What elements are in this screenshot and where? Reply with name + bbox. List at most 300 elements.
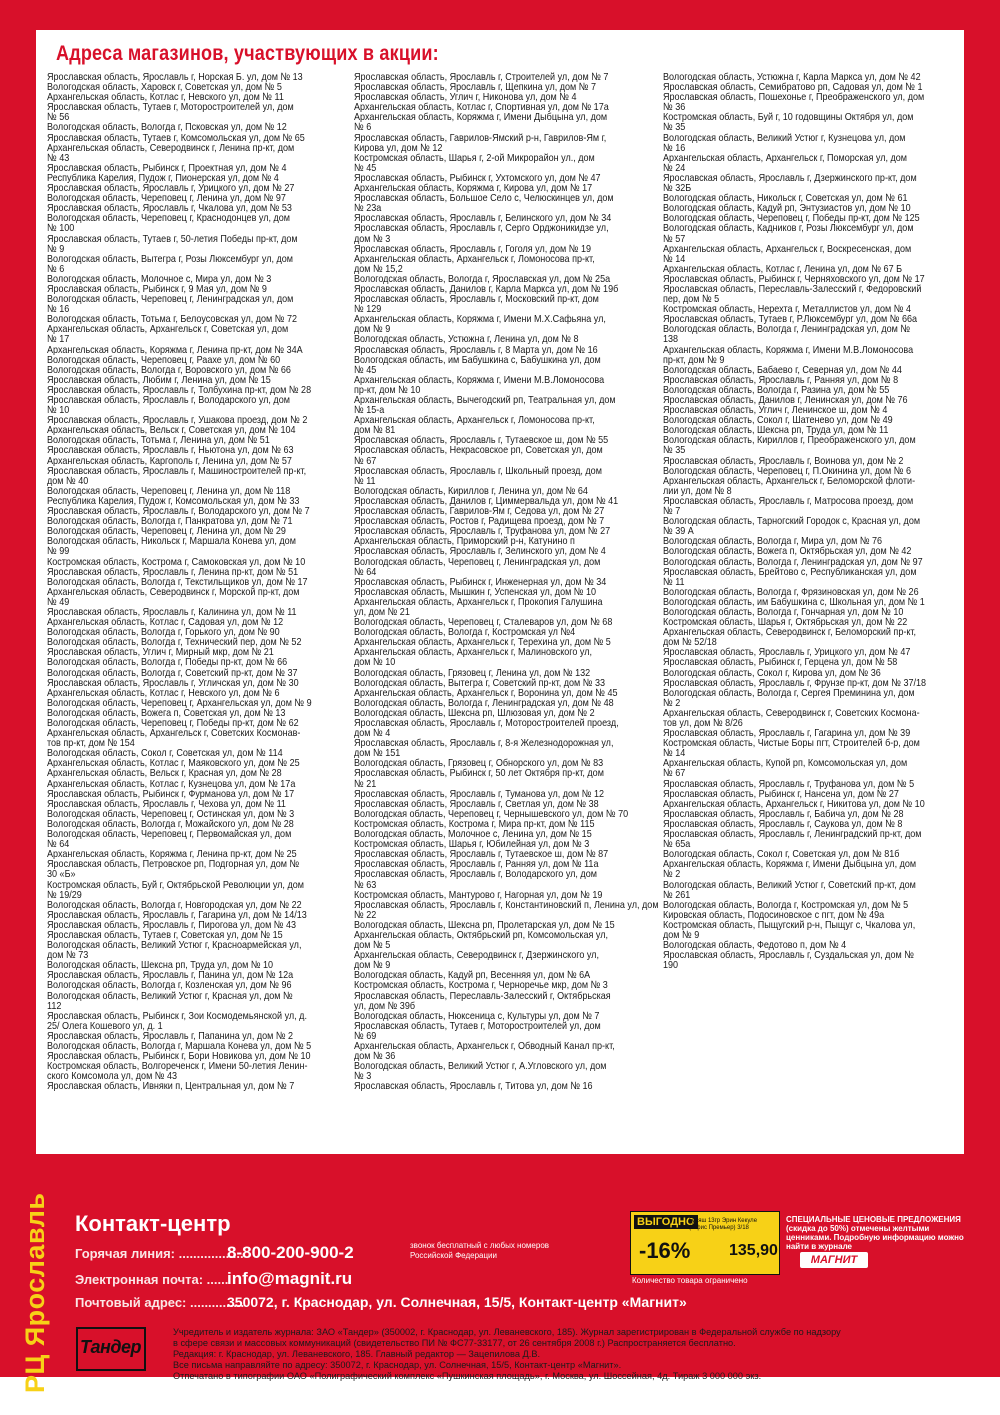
imprint [173, 1327, 983, 1382]
address-line: Вологодская область, Бабаево г, Северная ул, дом № 44 [663, 363, 902, 376]
address-line: № 36 [663, 101, 686, 114]
address-line: № 129 [354, 303, 382, 316]
address-line: Вологодская область, Молочное с, Ленина ул, дом № 15 [354, 828, 592, 841]
address-line: Ярославская область, Рыбинск г, Проектная ул, дом № 4 [47, 161, 287, 174]
address-line: Ярославская область, Ярославль г, Урицкого ул, дом № 27 [47, 182, 295, 195]
address-line: дом № 9 [354, 323, 391, 336]
address-line: № 35 [663, 121, 686, 134]
address-line: Ярославская область, Ивняки п, Центральная ул, дом № 7 [47, 1080, 295, 1093]
address-line: Архангельская область, Северодвинск г, Беломорский пр-кт, [663, 626, 917, 639]
address-line: Вологодская область, Нюксеница с, Культуры ул, дом № 7 [354, 1009, 600, 1022]
address-line: Архангельская область, Вельск г, Советская ул, дом № 104 [47, 424, 296, 437]
address-line: № 11 [663, 575, 685, 588]
address-line: Ярославская область, Данилов г, Ленинская ул, дом № 76 [663, 394, 908, 406]
address-line: Ярославская область, Ярославль г, Ленина пр-кт, дом № 51 [47, 565, 299, 578]
address-line: Вологодская область, Вологда г, Сергея Преминина ул, дом [663, 686, 915, 699]
address-line: дом № 9 [354, 959, 391, 972]
address-line: Вологодская область, Кадуй рп, Весенняя ул, дом № 6А [354, 969, 591, 982]
address-line: № 99 [47, 545, 70, 558]
address-line: Вологодская область, Сокол г, Советская ул, дом № 114 [47, 747, 283, 760]
address-line: Ярославская область, Данилов г, Карла Маркса ул, дом № 19б [354, 282, 619, 295]
hotline-number[interactable]: 8-800-200-900-2 [227, 1243, 354, 1262]
address-line: Ярославская область, Тутаев г, Моторостроителей ул, дом [354, 1019, 601, 1032]
address-line: Ярославская область, Ярославль г, Строителей ул, дом № 7 [354, 71, 609, 83]
address-line: № 39 А [663, 525, 694, 538]
address-line: Вологодская область, Череповец г, Остинская ул, дом № 3 [47, 807, 295, 820]
address-line: Архангельская область, Коряжма г, Ленина пр-кт, дом № 25 [47, 848, 297, 861]
address-line: Архангельская область, Вычегодский рп, Театральная ул, дом [354, 394, 616, 406]
email-label: Электронная почта: ...... [75, 1272, 229, 1287]
address-line: Ярославская область, Гаврилов-Ямский р-н, Гаврилов-Ям г, [354, 131, 607, 144]
address-line: № 22 [354, 908, 377, 921]
address-line: Архангельская область, Архангельск г, Обводный Канал пр-кт, [354, 1040, 615, 1052]
imprint-line: в сфере связи и массовых коммуникаций (свидетельство ПИ № ФС77-33177, от 26 сентября 2008 г.) Распространяется бесплатно. [173, 1338, 736, 1349]
address-line: Вологодская область, Устюжна г, Карла Маркса ул, дом № 42 [663, 71, 921, 83]
address-line: Архангельская область, Котлас г, Невского ул, дом № 11 [47, 91, 284, 104]
address-line: Ярославская область, Ярославль г, 8-я Железнодорожная ул, [354, 737, 614, 750]
address-line: дом № 40 [47, 474, 89, 487]
promo-tag: ВЫГОДНО [634, 1215, 698, 1229]
address-line: Вологодская область, Вологда г, Козленская ул, дом № 96 [47, 979, 292, 992]
address-line: Вологодская область, Вологда г, Ленинградская ул, дом № 48 [354, 696, 614, 709]
address-line: Ярославская область, Ярославль г, Угличская ул, дом № 30 [47, 676, 299, 689]
address-line: Ярославская область, Ростов г, Радищева проезд, дом № 7 [354, 515, 605, 528]
address-line: Архангельская область, Архангельск г, Ломоносова пр-кт, [354, 252, 595, 265]
address-line: Архангельская область, Архангельск г, Советских Космонав- [47, 727, 301, 740]
promo-discount: -16% [639, 1238, 691, 1263]
address-line: Архангельская область, Коряжма г, Кирова ул, дом № 17 [354, 182, 593, 195]
address-line: № 7 [663, 505, 681, 518]
address-line: Архангельская область, Купой рп, Комсомольская ул, дом [663, 757, 908, 770]
address-line: Вологодская область, Кириллов г, Преображенского ул, дом [663, 434, 916, 447]
address-line: дом № 52/18 [663, 636, 717, 649]
address-line: Вологодская область, им Бабушкина с, Бабушкина ул, дом [354, 353, 601, 366]
address-line: № 23а [354, 202, 382, 215]
address-line: № 57 [663, 232, 686, 245]
address-line: Ярославская область, Ярославль г, Тутаевское ш, дом № 55 [354, 434, 609, 447]
address-line: Вологодская область, Харовск г, Советская ул, дом № 5 [47, 81, 282, 94]
address-line: 30 «Б» [47, 868, 76, 881]
address-line: Вологодская область, Вожега п, Октябрьская ул, дом № 42 [663, 545, 912, 558]
hotline-note: звонок бесплатный с любых номеров Российской Федерации [410, 1241, 550, 1260]
address-line: Архангельская область, Архангельск г, Прокопия Галушина [354, 595, 603, 608]
address-line: Архангельская область, Архангельск г, Поморская ул, дом [663, 151, 907, 164]
address-line: Ярославская область, Петровское рп, Подгорная ул, дом № [47, 858, 300, 871]
address-line: Вологодская область, Сокол г, Советская ул, дом № 81б [663, 848, 900, 861]
address-line: Архангельская область, Коряжма г, Ленина пр-кт, дом № 34А [47, 343, 303, 356]
address-line: № 21 [354, 777, 377, 790]
address-line: Вологодская область, Никольск г, Советская ул, дом № 61 [663, 192, 908, 205]
address-line: Костромская область, Пыщугский р-н, Пыщуг с, Чкалова ул, [663, 918, 916, 931]
address-line: Ярославская область, Любим г, Ленина ул, дом № 15 [47, 373, 271, 386]
page-title: Адреса магазинов, участвующих в акции: [56, 42, 439, 65]
footer [0, 1175, 1000, 1415]
address-line: Вологодская область, Вологда г, Текстильщиков ул, дом № 17 [47, 575, 308, 588]
address-line: Архангельская область, Каргополь г, Ленина ул, дом № 57 [47, 454, 292, 467]
address-line: Ярославская область, Ярославль г, Тутаевское ш, дом № 87 [354, 848, 609, 861]
address-line: Архангельская область, Коряжма г, Имени М.Х.Сафьяна ул, [354, 313, 606, 326]
address-line: Ярославская область, Ярославль г, Гагарина ул, дом № 14/13 [47, 908, 307, 921]
address-line: Вологодская область, Вологда г, Можайского ул, дом № 28 [47, 817, 294, 830]
address-line: № 64 [47, 838, 70, 851]
address-line: Архангельская область, Северодвинск г, Дзержинского ул, [354, 949, 599, 962]
address-line: 25/ Олега Кошевого ул, д. 1 [47, 1019, 163, 1032]
address-line: Архангельская область, Архангельск г, Беломорской флоти- [663, 474, 916, 487]
address-line: Вологодская область, Шексна рп, Труда ул, дом № 10 [47, 959, 274, 972]
address-line: Ярославская область, Тутаев г, 50-летия Победы пр-кт, дом [47, 232, 298, 245]
email-row [75, 1269, 352, 1289]
address-line: Ярославская область, Ярославль г, Машиностроителей пр-кт, [47, 464, 307, 477]
promo-price: 135,90 [729, 1242, 778, 1259]
address-line: Костромская область, Чистые Боры пгт, Строителей б-р, дом [663, 737, 920, 750]
postal-label: Почтовый адрес: ............... [75, 1295, 245, 1310]
address-line: Вологодская область, Вологда г, Победы пр-кт, дом № 66 [47, 656, 288, 669]
address-line: Ярославская область, Ярославль г, Светлая ул, дом № 38 [354, 797, 599, 810]
address-line: Ярославская область, Рыбинск г, Герцена ул, дом № 58 [663, 656, 898, 669]
address-line: Ярославская область, Ярославль г, Труфанова ул, дом № 27 [354, 525, 611, 538]
address-line: пр-кт, дом № 10 [354, 383, 421, 396]
address-line: Ярославская область, Ярославль г, Титова ул, дом № 16 [354, 1080, 593, 1093]
address-line: Вологодская область, Сокол г, Шатенево ул, дом № 49 [663, 414, 893, 427]
address-line: Архангельская область, Приморский р-н, Катунино п [354, 535, 575, 548]
address-line: Ярославская область, Ярославль г, Моторостроителей проезд, [354, 717, 619, 729]
address-line: Ярославская область, Ярославль г, Ушакова проезд, дом № 2 [47, 414, 308, 427]
address-line: Ярославская область, Ярославль г, Московский пр-кт, дом [354, 293, 599, 306]
address-line: Вологодская область, Вологда г, Костромская ул, дом № 5 [663, 898, 909, 911]
address-line: № 17 [47, 333, 70, 346]
address-line: Кирова ул, дом № 12 [354, 141, 443, 154]
address-line: Ярославская область, Тутаев г, Моторостроителей ул, дом [47, 101, 294, 114]
contact-center-title: Контакт-центр [75, 1211, 231, 1236]
address-line: Костромская область, Шарья г, 2-ой Микрорайон ул., дом [354, 151, 595, 164]
address-line: Ярославская область, Ярославль г, Фрунзе пр-кт, дом № 37/18 [663, 676, 927, 689]
address-line: Ярославская область, Рыбинск г, Бори Новикова ул, дом № 10 [47, 1050, 311, 1063]
address-line: Ярославская область, Ярославль г, Ньютона ул, дом № 63 [47, 444, 294, 457]
address-line: Ярославская область, Тутаев г, Комсомольская ул, дом № 65 [47, 131, 305, 144]
address-line: Костромская область, Кострома г, Черноречье мкр, дом № 3 [354, 979, 608, 992]
address-line: Ярославская область, Семибратово рп, Садовая ул, дом № 1 [663, 81, 923, 94]
address-line: Вологодская область, Череповец г, Победы пр-кт, дом № 62 [47, 717, 299, 729]
address-column-3 [663, 72, 955, 970]
address-line: Архангельская область, Коряжма г, Имени М.В.Ломоносова [663, 343, 914, 356]
address-line: Ярославская область, Ярославль г, Панина ул, дом № 12а [47, 969, 294, 982]
address-line: Ярославская область, Рыбинск г, Черняховского ул, дом № 17 [663, 272, 925, 285]
address-line: № 45 [354, 363, 377, 376]
address-line: Вологодская область, Вологда г, Советский пр-кт, дом № 37 [47, 666, 298, 679]
address-line: Вологодская область, Вологда г, Технический пер, дом № 52 [47, 636, 302, 649]
address-line: Ярославская область, Тутаев г, Р.Люксембург ул, дом № 66а [663, 313, 918, 326]
address-line: Вологодская область, Череповец г, Раахе ул, дом № 60 [47, 353, 281, 366]
address-line: Костромская область, Шарья г, Октябрьская ул, дом № 22 [663, 616, 908, 629]
region-label-text: РЦ Ярославль [20, 1192, 50, 1393]
address-line: № 14 [663, 747, 686, 760]
address-line: № 67 [354, 454, 377, 467]
address-line: Ярославская область, Ярославль г, Норская Б. ул, дом № 13 [47, 71, 303, 83]
address-line: Ярославская область, Углич г, Никонова ул, дом № 4 [354, 91, 577, 104]
address-line: Вологодская область, Вологда г, Панкратова ул, дом № 71 [47, 515, 293, 528]
address-line: Вологодская область, Великий Устюг г, Красная ул, дом № [47, 989, 293, 1002]
address-line: № 56 [47, 111, 70, 124]
address-line: Вологодская область, Устюжна г, Ленина ул, дом № 8 [354, 333, 579, 346]
address-line: Вологодская область, Грязовец г, Обнорского ул, дом № 83 [354, 757, 604, 770]
address-line: дом № 15,2 [354, 262, 403, 275]
address-line: Ярославская область, Рыбинск г, Зои Космодемьянской ул, д. [47, 1009, 307, 1022]
address-line: Вологодская область, Череповец г, Победы пр-кт, дом № 125 [663, 212, 920, 225]
address-line: Костромская область, Буй г, Октябрьской Революции ул, дом [47, 878, 304, 891]
address-line: Ярославская область, Ярославль г, Воинова ул, дом № 2 [663, 454, 904, 467]
address-line: Архангельская область, Архангельск г, Советская ул, дом [47, 323, 289, 336]
address-line: Вологодская область, Вологда г, Разина ул, дом № 55 [663, 383, 890, 396]
address-line: Архангельская область, Архангельск г, Терехина ул, дом № 5 [354, 636, 611, 649]
address-line: Архангельская область, Коряжма г, Имени М.В.Ломоносова [354, 373, 605, 386]
address-line: № 2 [663, 696, 681, 709]
address-line: Ярославская область, Ярославль г, Калинина ул, дом № 11 [47, 605, 297, 618]
address-line: Ярославская область, Ярославль г, Суздальская ул, дом № [663, 949, 914, 962]
address-line: Ярославская область, Ярославль г, Щепкина ул, дом № 7 [354, 81, 596, 94]
address-line: Вологодская область, Вологда г, Гончарная ул, дом № 10 [663, 605, 904, 618]
address-line: Вологодская область, Череповец г, Краснодонцев ул, дом [47, 212, 290, 225]
address-line: дом № 9 [663, 928, 700, 941]
imprint-line: Отпечатано в типографии ОАО «Полиграфический комплекс «Пушкинская площадь», г. Москва, ул. Шосcейная, 4д. Тираж 3 000 000 экз. [173, 1371, 762, 1382]
address-line: Ярославская область, Ярославль г, Гагарина ул, дом № 39 [663, 727, 911, 740]
address-line: Ярославская область, Ярославль г, Саукова ул, дом № 8 [663, 817, 903, 830]
address-line: Ярославская область, Ярославль г, Володарского ул, дом [47, 394, 290, 406]
address-line: Вологодская область, Вологда г, Маршала Конева ул, дом № 5 [47, 1040, 312, 1052]
address-line: Ярославская область, Мышкин г, Успенская ул, дом № 10 [354, 585, 597, 598]
address-line: Вологодская область, Череповец г, Первомайская ул, дом [47, 828, 292, 841]
address-line: Ярославская область, Гаврилов-Ям г, Седова ул, дом № 27 [354, 505, 605, 518]
address-line: Ярославская область, Ярославль г, Чкалова ул, дом № 53 [47, 202, 292, 215]
address-line: Ярославская область, Большое Село с, Челюскинцев ул, дом [354, 192, 614, 205]
address-line: дом № 3 [354, 232, 391, 245]
address-line: Ярославская область, Ярославль г, Володарского ул, дом № 7 [47, 505, 310, 518]
promo-item: Гуляш 13гр Эрин Кекуле (Офис Премьер) 3/18 [689, 1218, 758, 1231]
address-line: № 67 [663, 767, 686, 780]
address-line: Кировская область, Подосиновское с пгт, дом № 49а [663, 908, 885, 921]
address-line: Ярославская область, Рыбинск г, Ухтомского ул, дом № 47 [354, 171, 601, 184]
postal-row [75, 1294, 687, 1310]
address-line: Вологодская область, Череповец г, Ленинградская ул, дом [47, 293, 294, 306]
address-line: Ярославская область, Ярославль г, Пирогова ул, дом № 43 [47, 918, 297, 931]
address-line: Ярославская область, Ярославль г, Урицкого ул, дом № 47 [663, 646, 911, 659]
address-line: Вологодская область, Великий Устюг г, Красноармейская ул, [47, 939, 302, 952]
address-line: дом № 151 [354, 747, 401, 760]
address-line: Архангельская область, Октябрьский рп, Комсомольская ул, [354, 928, 609, 941]
address-line: Ярославская область, Ярославль г, Ранняя ул, дом № 11а [354, 858, 599, 871]
address-line: Ярославская область, Ярославль г, Чехова ул, дом № 11 [47, 797, 286, 810]
address-line: 138 [663, 333, 679, 346]
address-line: № 45 [354, 161, 377, 174]
address-line: Ярославская область, Углич г, Ленинское ш, дом № 4 [663, 404, 888, 417]
address-line: Костромская область, Волгореченск г, Имени 50-летия Ленин- [47, 1060, 308, 1073]
address-line: тов ул, дом № 8/26 [663, 717, 743, 729]
address-line: Ярославская область, Ярославль г, Толбухина пр-кт, дом № 28 [47, 383, 312, 396]
address-line: Вологодская область, Федотово п, дом № 4 [663, 939, 847, 952]
address-line: Архангельская область, Северодвинск г, Ленина пр-кт, дом [47, 141, 295, 154]
address-line: 190 [663, 959, 679, 972]
address-line: Костромская область, Нерехта г, Металлистов ул, дом № 4 [663, 303, 912, 316]
address-line: Ярославская область, Рыбинск г, 50 лет Октября пр-кт, дом [354, 767, 604, 780]
address-line: № 63 [354, 878, 377, 891]
address-line: Ярославская область, Данилов г, Циммервальда ул, дом № 41 [354, 494, 619, 507]
address-line: № 11 [354, 474, 376, 487]
imprint-line: Учредитель и издатель журнала: ЗАО «Тандер» (350002, г. Краснодар, ул. Леваневского, 185). Журнал зарегистрирован в Федеральной службе по надзору [173, 1327, 841, 1338]
address-line: Вологодская область, им Бабушкина с, Школьная ул, дом № 1 [663, 595, 925, 608]
address-line: Архангельская область, Котлас г, Ленина ул, дом № 67 Б [663, 262, 903, 275]
address-line: Вологодская область, Сокол г, Кирова ул, дом № 36 [663, 666, 881, 679]
address-line: пр-кт, дом № 9 [663, 353, 725, 366]
address-line: Архангельская область, Архангельск г, Воскресенская, дом [663, 242, 912, 255]
address-line: Вологодская область, Череповец г, Ленина ул, дом № 29 [47, 525, 286, 538]
address-line: Ярославская область, Ярославль г, Труфанова ул, дом № 5 [663, 777, 915, 790]
address-line: Ярославская область, Ярославль г, Зелинского ул, дом № 4 [354, 545, 606, 558]
address-line: Вологодская область, Вологда г, Псковская ул, дом № 12 [47, 121, 287, 134]
address-line: Вологодская область, Вологда г, Мира ул, дом № 76 [663, 535, 883, 548]
address-line: Вологодская область, Кириллов г, Ленина ул, дом № 64 [354, 484, 588, 497]
address-line: Вологодская область, Молочное с, Мира ул, дом № 3 [47, 272, 272, 285]
address-line: Ярославская область, Пошехонье г, Преображенского ул, дом [663, 91, 925, 104]
address-line: Архангельская область, Коряжма г, Имени Дыбцына ул, дом [663, 858, 917, 871]
address-line: ского Комсомола ул, дом № 43 [47, 1070, 178, 1083]
address-line: тов пр-кт, дом № 154 [47, 737, 135, 750]
address-line: Вологодская область, Тарногский Городок с, Красная ул, дом [663, 515, 921, 528]
address-line: Вологодская область, Вологда г, Костромская ул №4 [354, 626, 576, 639]
address-line: Архангельская область, Северодвинск г, Советских Космона- [663, 706, 920, 719]
address-line: № 24 [663, 161, 686, 174]
email-link[interactable]: info@magnit.ru [227, 1269, 353, 1288]
address-line: Ярославская область, Ярославль г, Дзержинского пр-кт, дом [663, 171, 917, 184]
address-line: Ярославская область, Переславль-Залесский г, Октябрьская [354, 989, 611, 1002]
address-line: Костромская область, Кострома г, Самоковская ул, дом № 10 [47, 555, 306, 568]
address-column-1 [47, 72, 339, 1091]
address-line: № 100 [47, 222, 75, 235]
address-line: Вологодская область, Грязовец г, Ленина ул, дом № 132 [354, 666, 591, 679]
hotline-label: Горячая линия: .................. [75, 1246, 244, 1261]
address-line: пер, дом № 5 [663, 293, 720, 306]
address-line: Вологодская область, Череповец г, Ленина ул, дом № 118 [47, 484, 291, 497]
address-line: Ярославская область, Ярославль г, Белинского ул, дом № 34 [354, 212, 612, 225]
address-line: № 43 [47, 151, 70, 164]
address-line: дом № 73 [47, 949, 89, 962]
address-line: № 10 [47, 404, 70, 417]
address-line: Вологодская область, Кадуй рп, Энтузиастов ул, дом № 10 [663, 202, 911, 215]
magnit-logo: МАГНИТ [800, 1252, 868, 1268]
address-line: Вологодская область, Вологда г, Фрязиновская ул, дом № 26 [663, 585, 919, 598]
address-line: № 16 [47, 303, 70, 316]
address-line: Вологодская область, Вологда г, Ленинградская ул, дом № [663, 323, 911, 336]
address-line: Ярославская область, Ярославль г, Папанина ул, дом № 2 [47, 1029, 294, 1042]
address-line: № 14 [663, 252, 686, 265]
address-line: Вологодская область, Вытегра г, Розы Люксембург ул, дом [47, 252, 293, 265]
address-line: № 32Б [663, 182, 692, 195]
address-line: Костромская область, Шарья г, Юбилейная ул, дом № 3 [354, 838, 590, 851]
address-line: № 64 [354, 565, 377, 578]
address-line: Вологодская область, Кадников г, Розы Люксембург ул, дом [663, 222, 914, 235]
address-line: Вологодская область, Череповец г, Ленина ул, дом № 97 [47, 192, 286, 205]
tander-logo [76, 1325, 154, 1373]
address-line: № 15-а [354, 404, 385, 417]
address-line: Архангельская область, Архангельск г, Воронина ул, дом № 45 [354, 686, 618, 699]
address-line: Вологодская область, Череповец г, Сталеваров ул, дом № 68 [354, 616, 613, 629]
address-line: Вологодская область, Вологда г, Новгородская ул, дом № 22 [47, 898, 302, 911]
address-line: Ярославская область, Рыбинск г, Фурманова ул, дом № 17 [47, 787, 295, 800]
address-line: лии ул, дом № 8 [663, 484, 732, 497]
address-line: Вологодская область, Великий Устюг г, Кузнецова ул, дом [663, 131, 906, 144]
address-panel [36, 30, 964, 1154]
address-line: Вологодская область, Великий Устюг г, Советский пр-кт, дом [663, 878, 916, 891]
address-line: Ярославская область, Рыбинск г, Нансена ул, дом № 27 [663, 787, 899, 800]
address-line: Вологодская область, Череповец г, П.Окинина ул, дом № 6 [663, 464, 911, 477]
address-line: Вологодская область, Череповец г, Чернышевского ул, дом № 70 [354, 807, 629, 820]
address-line: дом № 10 [354, 656, 396, 669]
address-line: № 69 [354, 1029, 377, 1042]
hotline-row [75, 1243, 354, 1263]
region-label [20, 1185, 60, 1415]
special-offer-text: СПЕЦИАЛЬНЫЕ ЦЕНОВЫЕ ПРЕДЛОЖЕНИЯ (скидка до 50%) отмечены желтыми ценниками. Подробную информацию можно найти в журнале [786, 1215, 964, 1251]
address-line: № 16 [663, 141, 686, 154]
address-line: № 19/29 [47, 888, 82, 901]
address-line: № 9 [47, 242, 65, 255]
imprint-line: Все письма направляйте по адресу: 350072, г. Краснодар, ул. Солнечная, 15/5, Контакт-центр «Магнит». [173, 1360, 622, 1371]
address-line: Вологодская область, Череповец г, Ленинградская ул, дом [354, 555, 601, 568]
address-line: Архангельская область, Вельск г, Красная ул, дом № 28 [47, 767, 282, 780]
address-line: Архангельская область, Коряжма г, Имени Дыбцына ул, дом [354, 111, 608, 124]
address-line: Вологодская область, Шексна рп, Труда ул, дом № 11 [663, 424, 889, 437]
address-line: Архангельская область, Котлас г, Садовая ул, дом № 12 [47, 616, 284, 629]
address-line: Вологодская область, Вологда г, Воровского ул, дом № 66 [47, 363, 291, 376]
address-line: Архангельская область, Котлас г, Кузнецова ул, дом № 17а [47, 777, 296, 790]
address-line: № 3 [354, 1070, 372, 1083]
address-line: Архангельская область, Котлас г, Спортивная ул, дом № 17а [354, 101, 609, 114]
address-line: № 65а [663, 838, 691, 851]
address-line: ул, дом № 39б [354, 999, 416, 1012]
address-line: дом № 36 [354, 1050, 396, 1063]
tander-logo-text: Тандер [80, 1337, 142, 1357]
address-line: Ярославская область, Рыбинск г, Инженерная ул, дом № 34 [354, 575, 607, 588]
address-line: Вологодская область, Шексна рп, Пролетарская ул, дом № 15 [354, 918, 615, 931]
address-line: Архангельская область, Котлас г, Маяковского ул, дом № 25 [47, 757, 300, 770]
address-line: Архангельская область, Архангельск г, Малиновского ул, [354, 646, 593, 659]
address-line: Ярославская область, Тутаев г, Советская ул, дом № 15 [47, 928, 283, 941]
address-line: Республика Карелия, Пудож г, Комсомольская ул, дом № 33 [47, 494, 300, 507]
address-line: Вологодская область, Никольск г, Маршала Конева ул, дом [47, 535, 296, 548]
address-line: Вологодская область, Вологда г, Ярославская ул, дом № 25а [354, 272, 611, 285]
address-line: Вологодская область, Череповец г, Архангельская ул, дом № 9 [47, 696, 312, 709]
address-line: дом № 4 [354, 727, 391, 740]
address-column-2 [354, 71, 659, 1093]
address-line: ул, дом № 21 [354, 605, 410, 618]
address-line: Ярославская область, Брейтово с, Республиканская ул, дом [663, 565, 917, 578]
address-line: № 49 [47, 595, 70, 608]
address-line: Ярославская область, Рыбинск г, 9 Мая ул, дом № 9 [47, 282, 267, 295]
address-line: Архангельская область, Архангельск г, Ломоносова пр-кт, [354, 414, 595, 427]
address-line: Ярославская область, Ярославль г, Ленинградский пр-кт, дом [663, 828, 922, 841]
address-line: Костромская область, Кострома г, Мира пр-кт, дом № 115 [354, 817, 595, 830]
address-line: Ярославская область, Ярославль г, Бабича ул, дом № 28 [663, 807, 904, 820]
address-line: Архангельская область, Архангельск г, Никитова ул, дом № 10 [663, 797, 925, 810]
address-line: Республика Карелия, Пудож г, Пионерская ул, дом № 4 [47, 171, 279, 184]
address-line: Вологодская область, Тотьма г, Белоусовская ул, дом № 72 [47, 313, 298, 326]
price-tag-sample [630, 1211, 780, 1275]
address-line: Вологодская область, Шексна рп, Шлюзовая ул, дом № 2 [354, 706, 595, 719]
address-line: Ярославская область, Ярославль г, Володарского ул, дом [354, 868, 597, 881]
address-line: Костромская область, Буй г, 10 годовщины Октября ул, дом [663, 111, 914, 124]
address-line: Ярославская область, Ярославль г, Серго Орджоникидзе ул, [354, 222, 609, 235]
postal-address: 350072, г. Краснодар, ул. Солнечная, 15/5, Контакт-центр «Магнит» [227, 1294, 687, 1310]
address-line: Костромская область, Мантурово г, Нагорная ул, дом № 19 [354, 888, 603, 901]
address-line: Архангельская область, Котлас г, Невского ул, дом № 6 [47, 686, 280, 699]
address-line: № 35 [663, 444, 686, 457]
